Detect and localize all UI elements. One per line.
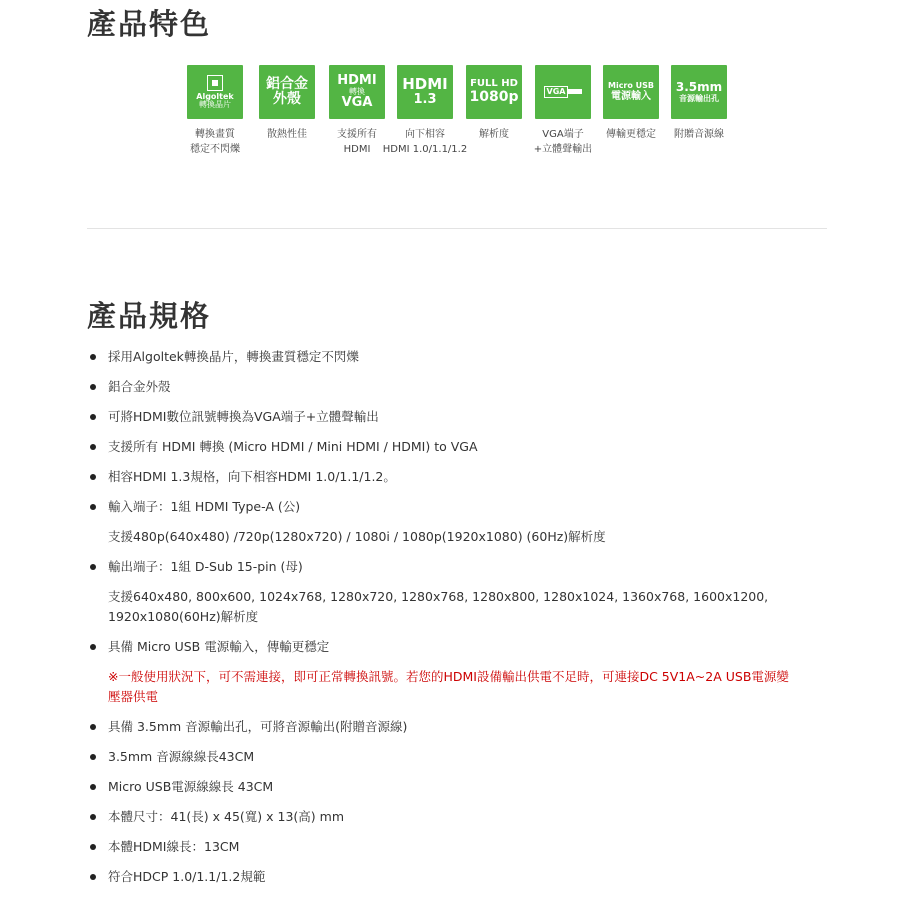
feature-audio (671, 65, 727, 142)
bullet-icon (90, 564, 96, 570)
spec-list (90, 347, 830, 887)
feature-micro-usb (603, 65, 659, 142)
tile-text: HDMI (402, 75, 448, 94)
tile-text: 1.3 (413, 92, 437, 108)
spec-item: 本體HDMI線長：13CM (90, 837, 830, 857)
bullet-icon (90, 474, 96, 480)
vga-plug-icon: VGA (544, 86, 583, 98)
micro-usb-tile (603, 65, 659, 119)
spec-warning: 壓器供電 (108, 689, 159, 704)
spec-item: 輸入端子：1組 HDMI Type-A (公) (90, 497, 830, 517)
tile-text: 外殼 (273, 91, 301, 107)
alloy-tile (259, 65, 315, 119)
section-divider (87, 228, 827, 229)
spec-item: 輸出端子：1組 D-Sub 15-pin (母) (90, 557, 830, 577)
spec-item: 相容HDMI 1.3規格，向下相容HDMI 1.0/1.1/1.2。 (90, 467, 830, 487)
chip-tile (187, 65, 243, 119)
bullet-icon (90, 874, 96, 880)
feature-caption: 散熱性佳 (267, 129, 307, 140)
feature-alloy (259, 65, 315, 142)
bullet-icon (90, 384, 96, 390)
feature-caption: 轉換畫質 穩定不閃爍 (190, 129, 240, 155)
tile-text: HDMI (337, 73, 377, 89)
feature-caption: 附贈音源線 (674, 129, 724, 140)
bullet-icon (90, 754, 96, 760)
spec-detail: 支援640x480, 800x600, 1024x768, 1280x720, 1280x768, 1280x800, 1280x1024, 1360x768, 1600x1200, (108, 589, 769, 604)
spec-detail: 1920x1080(60Hz)解析度 (108, 609, 259, 624)
audio-tile (671, 65, 727, 119)
feature-fullhd (466, 65, 522, 142)
bullet-icon (90, 644, 96, 650)
tile-text: Algoltek (196, 91, 234, 101)
feature-hdmi13 (382, 65, 468, 157)
tile-text: 轉換晶片 (199, 100, 231, 109)
bullet-icon (90, 814, 96, 820)
tile-text: 3.5mm (675, 79, 723, 94)
tile-text: VGA (341, 95, 373, 111)
vga-tile (535, 65, 591, 119)
spec-warning: ※一般使用狀況下，可不需連接，即可正常轉換訊號。若您的HDMI設備輸出供電不足時，可連接DC 5V1A~2A USB電源變 (108, 669, 789, 684)
bullet-icon (90, 354, 96, 360)
spec-item: 3.5mm 音源線線長43CM (90, 747, 830, 767)
fullhd-tile (466, 65, 522, 119)
feature-caption: 傳輸更穩定 (606, 129, 656, 140)
spec-item: 可將HDMI數位訊號轉換為VGA端子+立體聲輸出 (90, 407, 830, 427)
spec-item: 鋁合金外殼 (90, 377, 830, 397)
feature-caption: VGA端子 +立體聲輸出 (533, 129, 593, 155)
bullet-icon (90, 724, 96, 730)
feature-caption: 解析度 (479, 129, 509, 140)
spec-item: 本體尺寸：41(長) x 45(寬) x 13(高) mm (90, 807, 830, 827)
hdmi-vga-tile (329, 65, 385, 119)
bullet-icon (90, 444, 96, 450)
spec-item: 採用Algoltek轉換晶片，轉換畫質穩定不閃爍 (90, 347, 830, 367)
feature-chip (187, 65, 243, 157)
spec-item: 具備 Micro USB 電源輸入，傳輸更穩定 (90, 637, 830, 657)
tile-text: 音源輸出孔 (679, 94, 719, 104)
chip-icon (207, 75, 223, 91)
tile-text: FULL HD (470, 78, 518, 90)
features-title: 產品特色 (87, 7, 212, 41)
tile-text: 轉換 (349, 86, 365, 96)
bullet-icon (90, 844, 96, 850)
tile-text: 鋁合金 (266, 76, 308, 93)
tile-text: Micro USB (607, 80, 655, 90)
feature-caption: 支援所有 HDMI (337, 129, 377, 155)
tile-text: 1080p (469, 88, 519, 105)
spec-item: 符合HDCP 1.0/1.1/1.2規範 (90, 867, 830, 887)
spec-detail: 支援480p(640x480) /720p(1280x720) / 1080i / 1080p(1920x1080) (60Hz)解析度 (108, 529, 606, 544)
spec-item: 支援所有 HDMI 轉換 (Micro HDMI / Mini HDMI / HDMI) to VGA (90, 437, 830, 457)
feature-caption: 向下相容 HDMI 1.0/1.1/1.2 (382, 129, 468, 155)
bullet-icon (90, 784, 96, 790)
tile-text: 電源輸入 (611, 90, 651, 102)
bullet-icon (90, 504, 96, 510)
bullet-icon (90, 414, 96, 420)
hdmi13-tile (397, 65, 453, 119)
spec-item: Micro USB電源線線長 43CM (90, 777, 830, 797)
specs-title: 產品規格 (87, 299, 212, 333)
spec-item: 具備 3.5mm 音源輸出孔，可將音源輸出(附贈音源線) (90, 717, 830, 737)
feature-vga (535, 65, 591, 157)
